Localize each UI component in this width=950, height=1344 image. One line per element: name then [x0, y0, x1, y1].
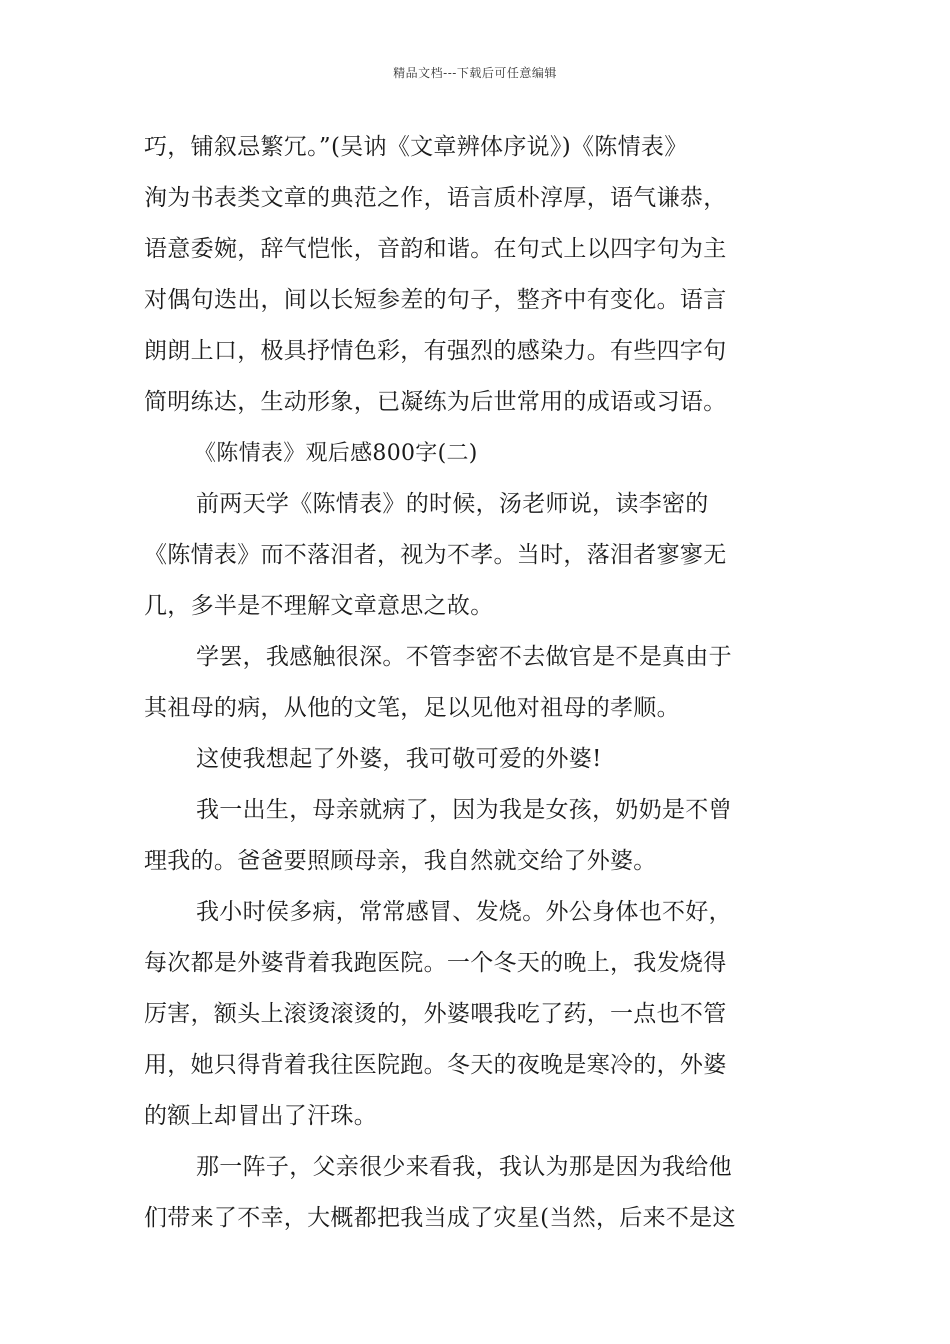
text-line: 朗朗上口，极具抒情色彩，有强烈的感染力。有些四字句 — [144, 338, 727, 364]
text-line: 《陈情表》而不落泪者，视为不孝。当时，落泪者寥寥无 — [144, 542, 727, 568]
page-header: 精品文档---下载后可任意编辑 — [393, 66, 557, 80]
text-line: 巧，铺叙忌繁冗。”(吴讷《文章辨体序说》)《陈情表》 — [144, 134, 688, 160]
text-line: 学罢，我感触很深。不管李密不去做官是不是真由于 — [196, 644, 732, 670]
text-line: 洵为书表类文章的典范之作，语言质朴淳厚，语气谦恭， — [144, 185, 727, 211]
text-line: 语意委婉，辞气恺怅，音韵和谐。在句式上以四字句为主 — [144, 236, 727, 262]
text-line: 我小时侯多病，常常感冒、发烧。外公身体也不好， — [196, 899, 732, 925]
text-line: 简明练达，生动形象，已凝练为后世常用的成语或习语。 — [144, 389, 727, 415]
text-line: 每次都是外婆背着我跑医院。一个冬天的晚上，我发烧得 — [144, 950, 727, 976]
text-line: 对偶句迭出，间以长短参差的句子，整齐中有变化。语言 — [144, 287, 727, 313]
text-line: 几，多半是不理解文章意思之故。 — [144, 593, 494, 619]
text-line: 其祖母的病，从他的文笔，足以见他对祖母的孝顺。 — [144, 695, 680, 721]
text-line: 理我的。爸爸要照顾母亲，我自然就交给了外婆。 — [144, 848, 657, 874]
text-line: 的额上却冒出了汗珠。 — [144, 1103, 377, 1129]
text-line: 这使我想起了外婆，我可敬可爱的外婆! — [196, 746, 602, 772]
text-line: 那一阵子，父亲很少来看我，我认为那是因为我给他 — [196, 1154, 732, 1180]
text-line: 们带来了不幸，大概都把我当成了灾星(当然，后来不是这 — [144, 1205, 736, 1231]
text-line: 用，她只得背着我往医院跑。冬天的夜晚是寒冷的，外婆 — [144, 1052, 727, 1078]
text-line: 厉害，额头上滚烫滚烫的，外婆喂我吃了药，一点也不管 — [144, 1001, 727, 1027]
text-line: 我一出生，母亲就病了，因为我是女孩，奶奶是不曾 — [196, 797, 732, 823]
text-line: 前两天学《陈情表》的时候，汤老师说，读李密的 — [196, 491, 709, 517]
section-heading: 《陈情表》观后感800字(二) — [194, 441, 478, 466]
document-body — [144, 122, 806, 1244]
